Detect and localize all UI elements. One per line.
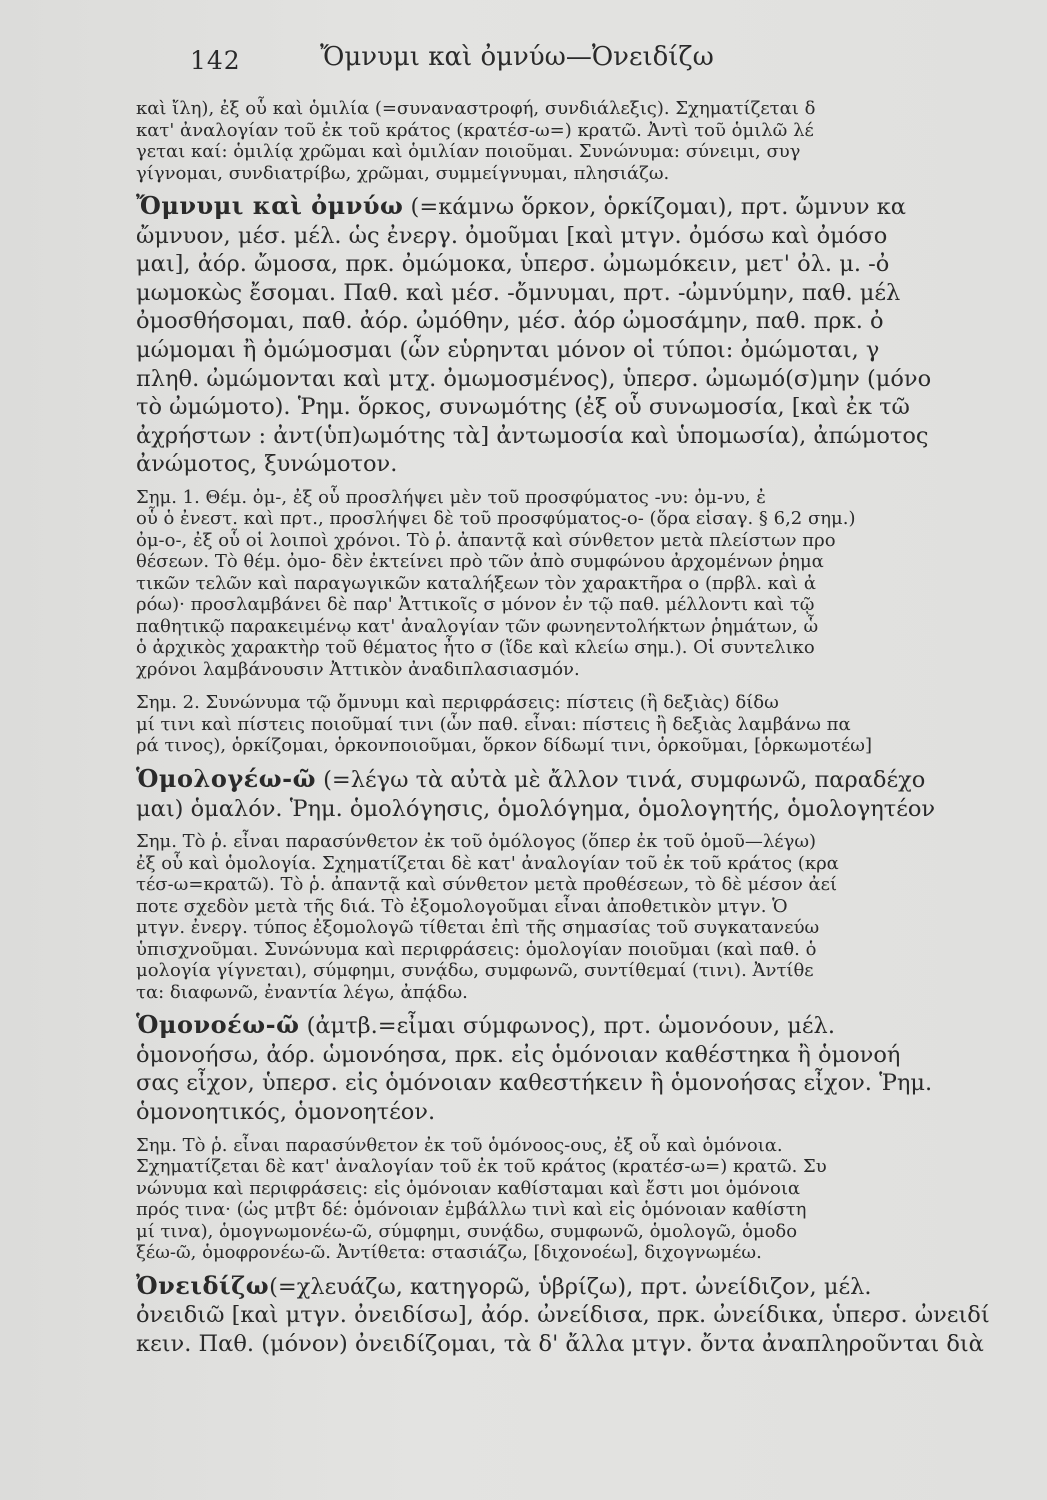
text-line: γεται καί: ὁμιλίᾳ χρῶμαι καὶ ὁμιλίαν ποιοῦμαι. Συνώνυμα: σύνειμι, συγ bbox=[136, 141, 801, 162]
text-line: χρόνοι λαμβάνουσιν Ἀττικὸν ἀναδιπλασιασμόν. bbox=[136, 658, 580, 680]
text-line: Σημ. 2. Συνώνυμα τῷ ὄμνυμι καὶ περιφράσεις: πίστεις (ἢ δεξιὰς) δίδω bbox=[136, 692, 779, 714]
text-line: ὀμοσθήσομαι, παθ. ἀόρ. ὠμόθην, μέσ. ἀόρ ὠμοσάμην, παθ. πρκ. ὀ bbox=[136, 308, 884, 335]
text-line: ὁμονοητικός, ὁμονοητέον. bbox=[136, 1098, 436, 1125]
text-line: Σχηματίζεται δὲ κατ' ἀναλογίαν τοῦ ἐκ τοῦ κράτος (κρατέσ-ω=) κρατῶ. Συ bbox=[136, 1156, 827, 1177]
entry-omnymi bbox=[136, 192, 1047, 479]
text-line: ξέω-ῶ, ὁμοφρονέω-ῶ. Ἀντίθετα: στασιάζω, [διχονοέω], διχογνωμέω. bbox=[136, 1242, 762, 1263]
text-line: ἐξ οὗ καὶ ὁμολογία. Σχηματίζεται δὲ κατ' ἀναλογίαν τοῦ ἐκ τοῦ κράτος (κρα bbox=[136, 852, 839, 874]
text-line: ὑπισχνοῦμαι. Συνώνυμα καὶ περιφράσεις: ὁμολογίαν ποιοῦμαι (καὶ παθ. ὁ bbox=[136, 938, 817, 960]
text-line: τικῶν τελῶν καὶ παραγωγικῶν καταλήξεων τὸν χαρακτῆρα ο (πρβλ. καὶ ἀ bbox=[136, 572, 816, 594]
text-line: κατ' ἀναλογίαν τοῦ ἐκ τοῦ κράτος (κρατέσ-ω=) κρατῶ. Ἀντὶ τοῦ ὁμιλῶ λέ bbox=[136, 119, 814, 141]
text-line: μώμομαι ἢ ὀμώμοσμαι (ὧν εὑρηνται μόνον οἱ τύποι: ὀμώμοται, γ bbox=[136, 336, 880, 363]
text-line: τέσ-ω=κρατῶ). Τὸ ῥ. ἀπαντᾷ καὶ σύνθετον μετὰ προθέσεων, τὸ δὲ μέσον ἀεί bbox=[136, 874, 838, 896]
text-line: παθητικῷ παρακειμένῳ κατ' ἀναλογίαν τῶν φωνηεντολήκτων ῥημάτων, ὧ bbox=[136, 615, 819, 637]
entry-headword: Ὁμονοέω-ῶ bbox=[136, 1010, 300, 1040]
text-line: (=λέγω τὰ αὐτὰ μὲ ἄλλον τινά, συμφωνῶ, παραδέχο bbox=[315, 766, 926, 793]
text-line: μί τινι καὶ πίστεις ποιοῦμαί τινι (ὧν παθ. εἶναι: πίστεις ἢ δεξιὰς λαμβάνω πα bbox=[136, 713, 851, 735]
page-number: 142 bbox=[190, 46, 241, 75]
text-line: ὁ ἀρχικὸς χαρακτὴρ τοῦ θέματος ἦτο σ (ἴδε καὶ κλείω σημ.). Οἱ συντελικο bbox=[136, 637, 815, 659]
entry-homologeo bbox=[136, 765, 1047, 823]
text-line: ὀμ-ο-, ἐξ οὗ οἱ λοιποὶ χρόνοι. Τὸ ῥ. ἀπαντᾷ καὶ σύνθετον μετὰ πλείστων προ bbox=[136, 529, 836, 551]
note-homologeo bbox=[136, 831, 1047, 1003]
text-line: οὗ ὁ ἐνεστ. καὶ πρτ., προσλήψει δὲ τοῦ προσφύματος-ο- (ὅρα εἰσαγ. § 6,2 σημ.) bbox=[136, 508, 856, 530]
entry-homonoeo bbox=[136, 1011, 1047, 1126]
text-line: (ἀμτβ.=εἶμαι σύμφωνος), πρτ. ὡμονόουν, μέλ. bbox=[299, 1013, 835, 1040]
text-line: ρά τινος), ὁρκίζομαι, ὁρκονποιοῦμαι, ὅρκον δίδωμί τινι, ὁρκοῦμαι, [ὁρκωμοτέω] bbox=[136, 735, 872, 757]
text-line: κειν. Παθ. (μόνον) ὀνειδίζομαι, τὰ δ' ἄλλα μτγν. ὄντα ἀναπληροῦνται διὰ bbox=[136, 1330, 984, 1357]
text-line: καὶ ἴλη), ἐξ οὗ καὶ ὁμιλία (=συναναστροφή, συνδιάλεξις). Σχηματίζεται δ bbox=[136, 98, 816, 119]
text-line: (=κάμνω ὅρκον, ὁρκίζομαι), πρτ. ὤμνυν κα bbox=[403, 194, 906, 220]
text-line: θέσεων. Τὸ θέμ. ὀμο- δὲν ἐκτείνει πρὸ τῶν ἀπὸ συμφώνου ἀρχομένων ῥημα bbox=[136, 551, 824, 573]
text-line: πρός τινα· (ὡς μτβτ δέ: ὁμόνοιαν ἐμβάλλω τινὶ καὶ εἰς ὁμόνοιαν καθίστη bbox=[136, 1199, 807, 1220]
text-line: τα: διαφωνῶ, ἐναντία λέγω, ἀπᾴδω. bbox=[136, 981, 468, 1003]
text-line: (=χλευάζω, κατηγορῶ, ὑβρίζω), πρτ. ὠνείδιζον, μέλ. bbox=[269, 1273, 872, 1300]
text-line: μαι], ἀόρ. ὤμοσα, πρκ. ὀμώμοκα, ὑπερσ. ὠμωμόκειν, μετ' ὀλ. μ. -ὀ bbox=[136, 251, 890, 278]
text-line: ὁμονοήσω, ἀόρ. ὡμονόησα, πρκ. εἰς ὁμόνοιαν καθέστηκα ἢ ὁμονοή bbox=[136, 1041, 901, 1068]
note-homonoeo bbox=[136, 1135, 1047, 1264]
text-line: Σημ. Τὸ ῥ. εἶναι παρασύνθετον ἐκ τοῦ ὁμόλογος (ὅπερ ἐκ τοῦ ὁμοῦ—λέγω) bbox=[136, 831, 817, 853]
text-line: γίγνομαι, συνδιατρίβω, χρῶμαι, συμμείγνυμαι, πλησιάζω. bbox=[136, 162, 670, 184]
dictionary-text bbox=[136, 98, 1047, 1358]
entry-headword: Ὄμνυμι καὶ ὀμνύω bbox=[136, 191, 404, 220]
note-2-omnymi bbox=[136, 692, 1047, 757]
entry-headword: Ὀνειδίζω bbox=[136, 1270, 270, 1300]
text-line: μωμοκὼς ἔσομαι. Παθ. καὶ μέσ. -ὄμνυμαι, πρτ. -ὠμνύμην, παθ. μέλ bbox=[136, 279, 901, 306]
text-line: Σημ. 1. Θέμ. ὀμ-, ἐξ οὗ προσλήψει μὲν τοῦ προσφύματος -νυ: ὀμ-νυ, ἐ bbox=[136, 486, 766, 508]
text-line: ρόω)· προσλαμβάνει δὲ παρ' Ἀττικοῖς σ μόνον ἐν τῷ παθ. μέλλοντι καὶ τῷ bbox=[136, 594, 815, 616]
note-1-omnymi bbox=[136, 487, 1047, 681]
page-header bbox=[190, 42, 1007, 82]
running-head: Ὄμνυμι καὶ ὀμνύω—Ὀνειδίζω bbox=[320, 42, 714, 72]
text-line: μτγν. ἐνεργ. τύπος ἐξομολογῶ τίθεται ἐπὶ τῆς σημασίας τοῦ συγκατανεύω bbox=[136, 917, 820, 939]
continued-entry-omileo bbox=[136, 98, 1047, 184]
text-line: ἀνώμοτος, ξυνώμοτον. bbox=[136, 451, 398, 478]
text-line: μολογία γίγνεται), σύμφημι, συνᾴδω, συμφωνῶ, συντίθεμαί (τινι). Ἀντίθε bbox=[136, 960, 814, 982]
text-line: ἀχρήστων : ἀντ(ὑπ)ωμότης τὰ] ἀντωμοσία καὶ ὑπομωσία), ἀπώμοτος bbox=[136, 422, 929, 449]
text-line: νώνυμα καὶ περιφράσεις: εἰς ὁμόνοιαν καθίσταμαι καὶ ἔστι μοι ὁμόνοια bbox=[136, 1177, 801, 1199]
text-line: ὀνειδιῶ [καὶ μτγν. ὀνειδίσω], ἀόρ. ὠνείδισα, πρκ. ὠνείδικα, ὑπερσ. ὠνειδί bbox=[136, 1302, 990, 1329]
text-line: ὤμνυον, μέσ. μέλ. ὡς ἐνεργ. ὀμοῦμαι [καὶ μτγν. ὀμόσω καὶ ὀμόσο bbox=[136, 222, 888, 249]
entry-headword: Ὁμολογέω-ῶ bbox=[136, 763, 316, 793]
text-line: μί τινα), ὁμογνωμονέω-ῶ, σύμφημι, συνᾴδω, συμφωνῶ, ὁμολογῶ, ὁμοδο bbox=[136, 1220, 798, 1242]
text-line: πληθ. ὠμώμονται καὶ μτχ. ὀμωμοσμένος), ὑπερσ. ὠμωμό(σ)μην (μόνο bbox=[136, 365, 932, 392]
text-line: σας εἶχον, ὑπερσ. εἰς ὁμόνοιαν καθεστήκειν ἢ ὁμονοήσας εἶχον. Ῥημ. bbox=[136, 1070, 933, 1097]
text-line: ποτε σχεδὸν μετὰ τῆς διά. Τὸ ἐξομολογοῦμαι εἶναι ἀποθετικὸν μτγν. Ὁ bbox=[136, 895, 788, 917]
entry-oneidizo bbox=[136, 1272, 1047, 1359]
text-line: τὸ ὠμώμοτο). Ῥημ. ὅρκος, συνωμότης (ἐξ οὗ συνωμοσία, [καὶ ἐκ τῶ bbox=[136, 394, 910, 421]
text-line: Σημ. Τὸ ῥ. εἶναι παρασύνθετον ἐκ τοῦ ὁμόνοος-ους, ἐξ οὗ καὶ ὁμόνοια. bbox=[136, 1134, 783, 1156]
text-line: μαι) ὁμαλόν. Ῥημ. ὁμολόγησις, ὁμολόγημα, ὁμολογητής, ὁμολογητέον bbox=[136, 795, 936, 822]
